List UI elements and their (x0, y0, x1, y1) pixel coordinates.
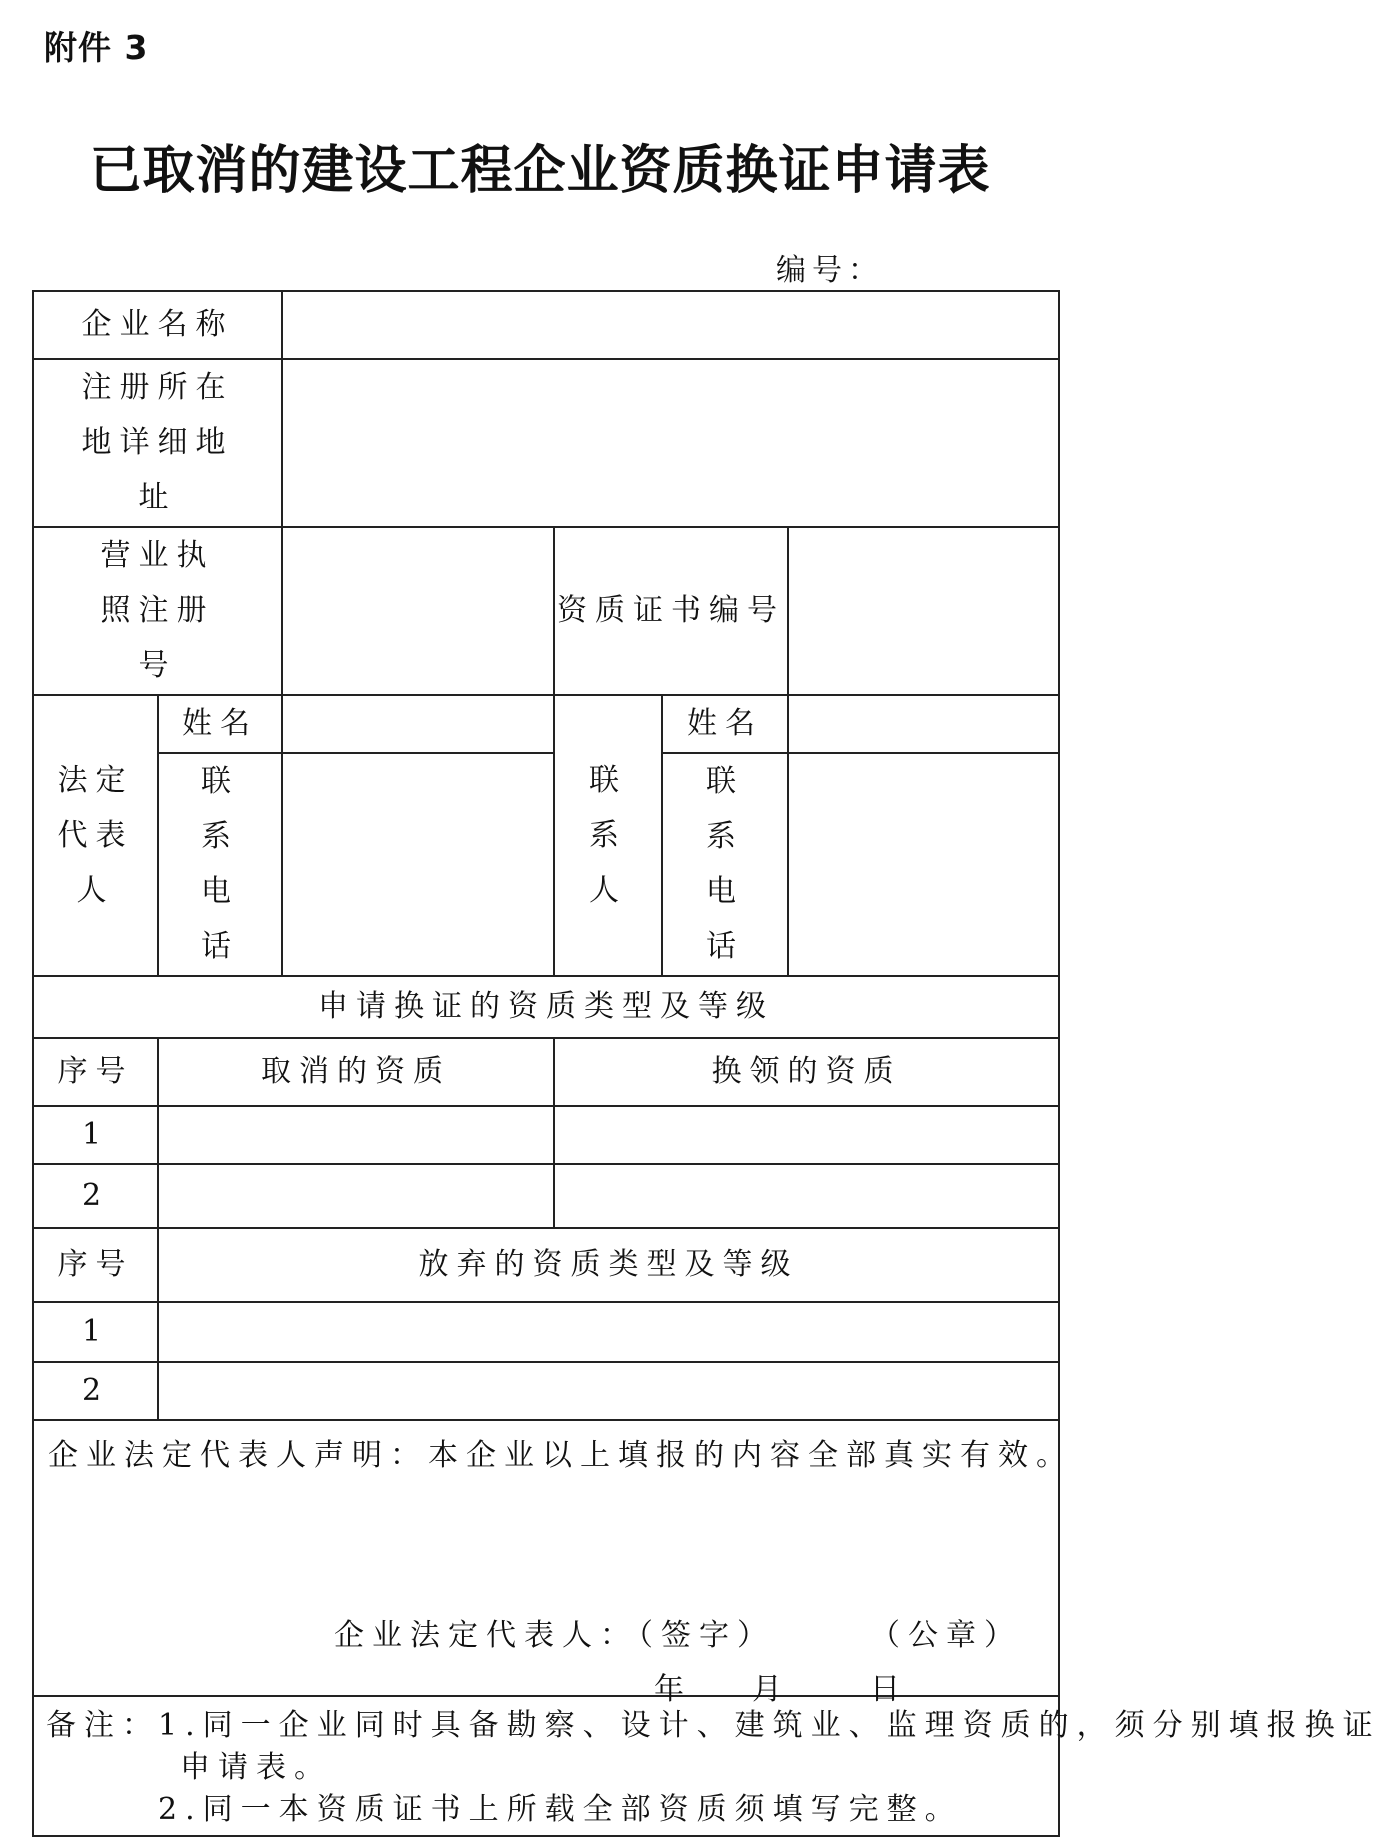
apply-section-heading: 申请换证的资质类型及等级 (33, 976, 1059, 1038)
business-license-label: 营业执照注册号 (33, 527, 282, 695)
renewed-qualification-field[interactable] (554, 1164, 1059, 1228)
legal-rep-name-label: 姓名 (158, 695, 282, 753)
cancelled-qualification-field[interactable] (158, 1106, 554, 1164)
business-license-field[interactable] (282, 527, 554, 695)
certificate-number-field[interactable] (788, 527, 1059, 695)
certificate-number-label: 资质证书编号 (554, 527, 788, 695)
legal-rep-phone-field[interactable] (282, 753, 554, 976)
seq-header: 序号 (33, 1228, 158, 1302)
abandon-row-number: 1 (33, 1302, 158, 1362)
renewed-qualification-header: 换领的资质 (554, 1038, 1059, 1106)
legal-representative-label: 法定代表人 (33, 695, 158, 976)
address-field[interactable] (282, 359, 1059, 527)
renewed-qualification-field[interactable] (554, 1106, 1059, 1164)
legal-rep-phone-label: 联系电话 (158, 753, 282, 976)
abandoned-qualification-field[interactable] (158, 1362, 1059, 1420)
attachment-label: 附件 3 (44, 28, 149, 67)
contact-person-label: 联系人 (554, 695, 662, 976)
legal-rep-name-field[interactable] (282, 695, 554, 753)
apply-row-number: 2 (33, 1164, 158, 1228)
date-year-label: 年 (654, 1672, 692, 1707)
notes-heading: 备注： (46, 1708, 160, 1743)
serial-number-label: 编号： (776, 253, 884, 288)
cancelled-qualification-header: 取消的资质 (158, 1038, 554, 1106)
note-item-1-continued: 申请表。 (180, 1750, 332, 1785)
cancelled-qualification-field[interactable] (158, 1164, 554, 1228)
application-form-table (32, 290, 1381, 1837)
address-label: 注册所在地详细地址 (33, 359, 282, 527)
contact-phone-label: 联系电话 (662, 753, 788, 976)
notes-block (33, 1696, 1381, 1836)
date-day-label: 日 (870, 1672, 908, 1707)
apply-row-number: 1 (33, 1106, 158, 1164)
form-title: 已取消的建设工程企业资质换证申请表 (89, 141, 991, 201)
contact-name-label: 姓名 (662, 695, 788, 753)
abandoned-qualification-field[interactable] (158, 1302, 1059, 1362)
abandon-row-number: 2 (33, 1362, 158, 1420)
date-month-label: 月 (752, 1672, 790, 1707)
note-item-2: 2.同一本资质证书上所载全部资质须填写完整。 (158, 1792, 963, 1827)
seq-header: 序号 (33, 1038, 158, 1106)
declaration-block (33, 1420, 1074, 1707)
company-name-label: 企业名称 (33, 291, 282, 359)
note-item-1: 1.同一企业同时具备勘察、设计、建筑业、监理资质的，须分别填报换证 (158, 1708, 1381, 1743)
seal-label: （公章） (870, 1618, 1022, 1653)
contact-name-field[interactable] (788, 695, 1059, 753)
declaration-text: 企业法定代表人声明：本企业以上填报的内容全部真实有效。 (48, 1438, 1074, 1473)
signature-label: 企业法定代表人：（签字） (334, 1618, 775, 1653)
company-name-field[interactable] (282, 291, 1059, 359)
abandon-section-heading: 放弃的资质类型及等级 (158, 1228, 1059, 1302)
contact-phone-field[interactable] (788, 753, 1059, 976)
